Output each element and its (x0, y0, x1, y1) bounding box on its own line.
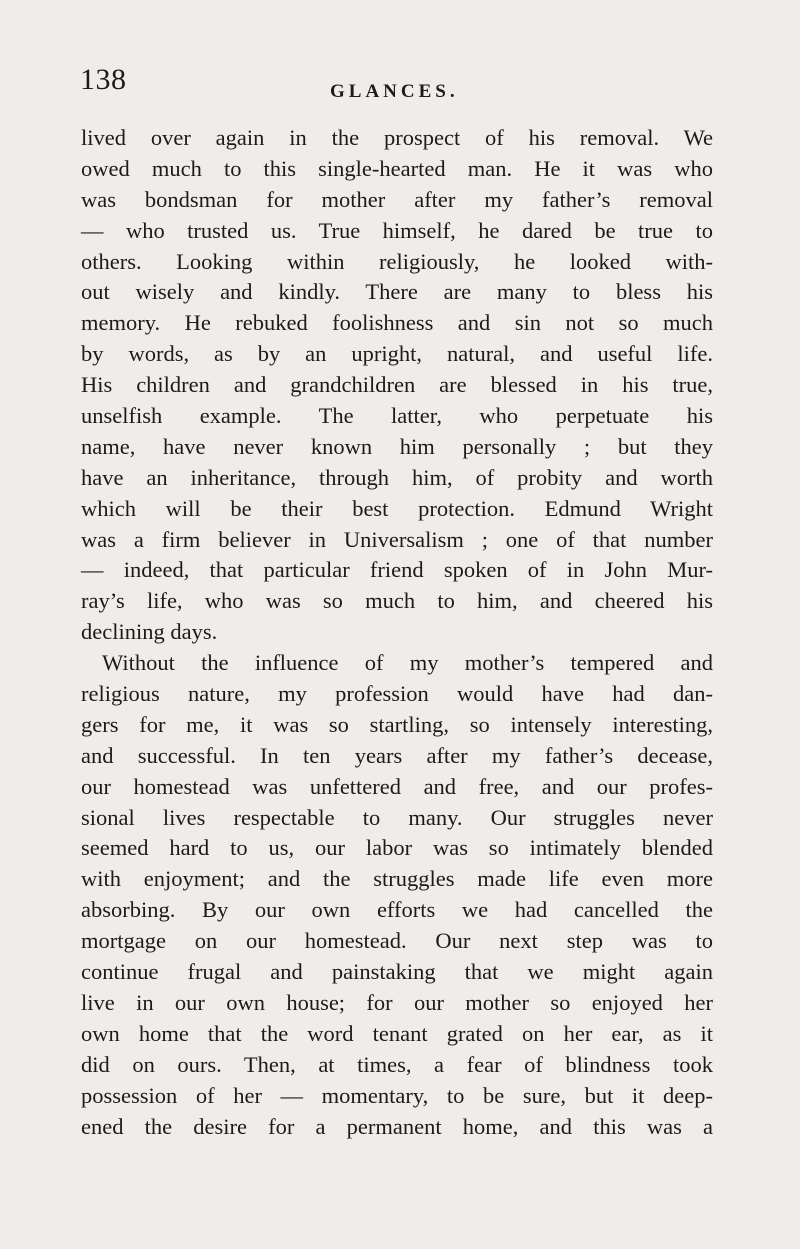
text-line: with enjoyment; and the struggles made life even more (81, 866, 713, 892)
text-line: possession of her — momentary, to be sure, but it deep- (81, 1082, 713, 1108)
text-line: declining days. (81, 619, 218, 645)
text-line: unselfish example. The latter, who perpetuate his (81, 403, 713, 429)
text-line: others. Looking within religiously, he looked with- (81, 248, 713, 274)
text-line: — indeed, that particular friend spoken of in John Mur- (81, 557, 713, 583)
text-line: Without the influence of my mother’s tempered and (102, 650, 713, 676)
text-line: ened the desire for a permanent home, and this was a (81, 1113, 713, 1139)
text-line: gers for me, it was so startling, so intensely interesting, (81, 711, 713, 737)
text-line: ray’s life, who was so much to him, and cheered his (81, 588, 713, 614)
text-line: name, have never known him personally ; but they (81, 433, 713, 459)
paragraph-2 (81, 648, 713, 1142)
text-line: religious nature, my profession would have had dan- (81, 681, 713, 707)
text-line: was a firm believer in Universalism ; one of that number (81, 526, 713, 552)
text-line: did on ours. Then, at times, a fear of blindness took (81, 1051, 713, 1077)
text-line: which will be their best protection. Edmund Wright (81, 495, 713, 521)
body-text (81, 123, 713, 1142)
text-line: absorbing. By our own efforts we had cancelled the (81, 897, 713, 923)
text-line: own home that the word tenant grated on her ear, as it (81, 1020, 713, 1046)
text-line: continue frugal and painstaking that we might again (81, 959, 713, 985)
text-line: His children and grandchildren are blessed in his true, (81, 372, 713, 398)
text-line: live in our own house; for our mother so enjoyed her (81, 989, 713, 1015)
page-number: 138 (80, 63, 127, 96)
running-head: GLANCES. (330, 81, 459, 102)
text-line: by words, as by an upright, natural, and useful life. (81, 341, 713, 367)
text-line: sional lives respectable to many. Our struggles never (81, 804, 713, 830)
text-line: lived over again in the prospect of his removal. We (81, 125, 713, 150)
text-line: out wisely and kindly. There are many to bless his (81, 279, 713, 305)
text-line: our homestead was unfettered and free, and our profes- (81, 773, 713, 799)
text-line: memory. He rebuked foolishness and sin not so much (81, 310, 713, 336)
text-line: owed much to this single-hearted man. He it was who (81, 155, 713, 181)
text-line: and successful. In ten years after my father’s decease, (81, 742, 713, 768)
text-line: was bondsman for mother after my father’s removal (81, 186, 713, 212)
text-line: mortgage on our homestead. Our next step was to (81, 928, 713, 954)
paragraph-1 (81, 123, 713, 648)
page-header (80, 62, 760, 112)
text-line: have an inheritance, through him, of probity and worth (81, 464, 713, 490)
text-line: seemed hard to us, our labor was so intimately blended (81, 835, 713, 861)
text-line: — who trusted us. True himself, he dared be true to (81, 217, 713, 243)
